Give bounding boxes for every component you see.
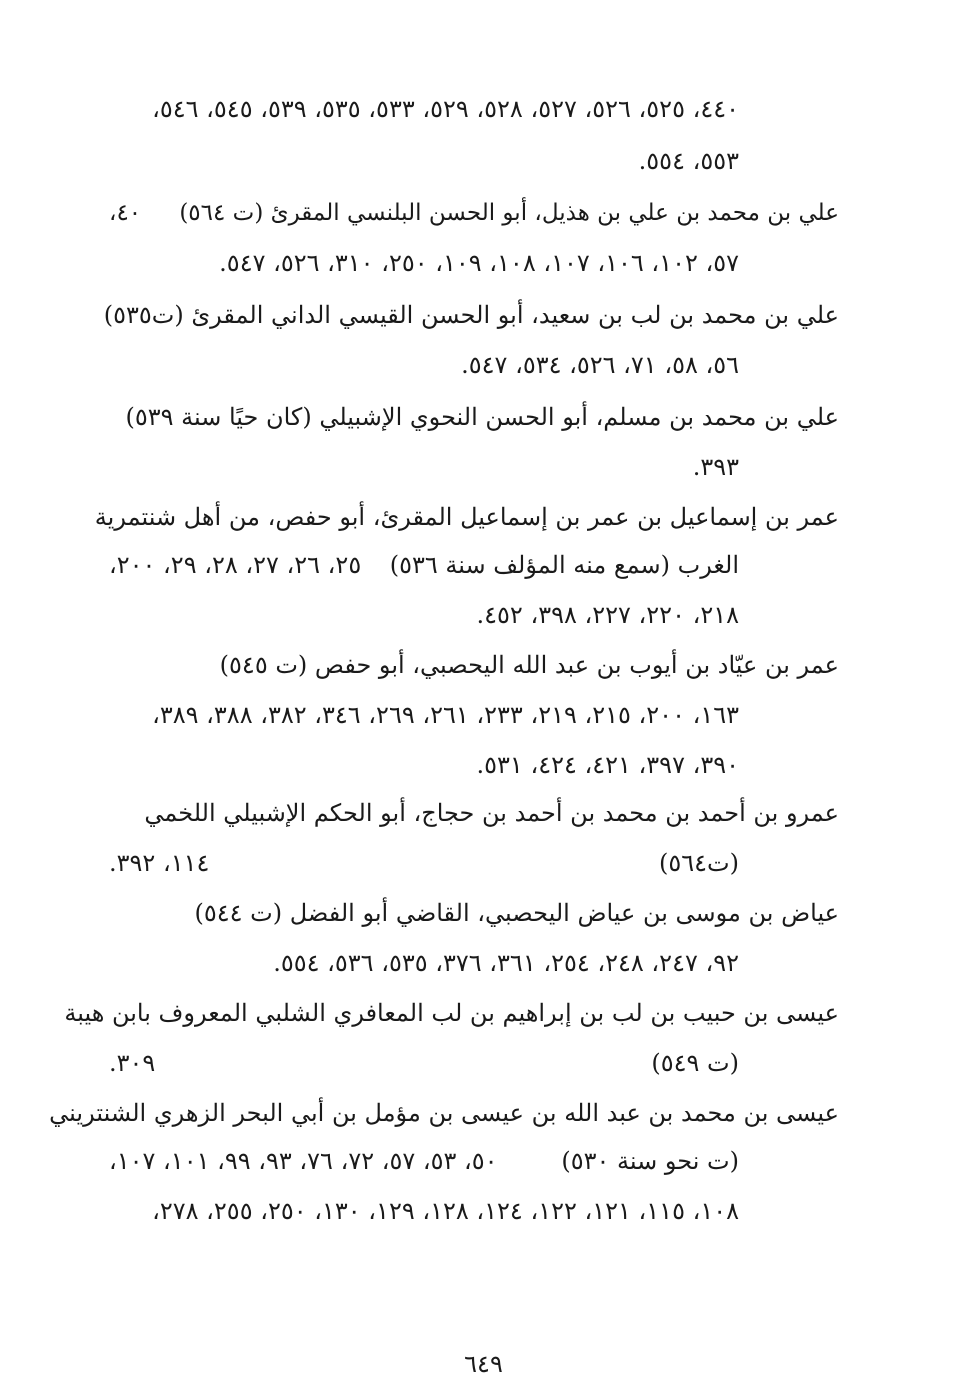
- entry-name-continued: الغرب (سمع منه المؤلف سنة ٥٣٦): [389, 551, 739, 579]
- index-line: [109, 92, 739, 126]
- index-line-text: ١٠٨، ١١٥، ١٢١، ١٢٢، ١٢٤، ١٢٨، ١٢٩، ١٣٠، ٢٥٠، ٢٥٥، ٢٧٨،: [152, 1197, 739, 1225]
- index-line: [109, 450, 739, 484]
- entry-page-refs: ٢٥، ٢٦، ٢٧، ٢٨، ٢٩، ٢٠٠،: [109, 551, 362, 579]
- index-line: [109, 748, 739, 782]
- index-entry-heading: [94, 500, 839, 534]
- index-line-text: ٥٧، ١٠٢، ١٠٦، ١٠٧، ١٠٨، ١٠٩، ٢٥٠، ٣١٠، ٥٢٦، ٥٤٧.: [219, 249, 739, 277]
- index-line-text: ٣٩٣.: [692, 453, 739, 481]
- index-entry-heading: [64, 996, 839, 1030]
- entry-name: علي بن محمد بن لب بن سعيد، أبو الحسن القيسي الداني المقرئ (ت٥٣٥): [103, 301, 839, 329]
- index-line: [109, 144, 739, 178]
- index-line-text: ٥٦، ٥٨، ٧١، ٥٢٦، ٥٣٤، ٥٤٧.: [461, 351, 739, 379]
- entry-page-refs: ٣٠٩.: [109, 1049, 156, 1077]
- entry-name: علي بن محمد بن علي بن هذيل، أبو الحسن البلنسي المقرئ (ت ٥٦٤): [179, 200, 839, 226]
- index-line: [109, 946, 739, 980]
- index-entry-continuation: [109, 1144, 739, 1178]
- index-entry-heading: [109, 796, 839, 830]
- index-entry-heading: [109, 400, 839, 434]
- entry-page-refs: ١١٤، ٣٩٢.: [109, 849, 210, 877]
- index-entry-heading: [109, 196, 839, 230]
- index-entry-heading: [109, 648, 839, 682]
- entry-name: عمر بن إسماعيل بن عمر بن إسماعيل المقرئ، أبو حفص، من أهل شنتمرية: [94, 503, 839, 531]
- entry-page-refs: ٥٠، ٥٣، ٥٧، ٧٢، ٧٦، ٩٣، ٩٩، ١٠١، ١٠٧،: [109, 1147, 498, 1175]
- index-line-text: ١٦٣، ٢٠٠، ٢١٥، ٢١٩، ٢٣٣، ٢٦١، ٢٦٩، ٣٤٦، ٣٨٢، ٣٨٨، ٣٨٩،: [152, 701, 739, 729]
- index-entry-heading: [49, 1096, 839, 1130]
- entry-name: عمرو بن أحمد بن محمد بن أحمد بن حجاج، أبو الحكم الإشبيلي اللخمي: [144, 799, 839, 827]
- entry-death-date: (ت ٥٤٩): [651, 1049, 739, 1077]
- index-line: [109, 598, 739, 632]
- index-line-text: ٤٤٠، ٥٢٥، ٥٢٦، ٥٢٧، ٥٢٨، ٥٢٩، ٥٣٣، ٥٣٥، ٥٣٩، ٥٤٥، ٥٤٦،: [152, 95, 739, 123]
- entry-death-date: (ت نحو سنة ٥٣٠): [561, 1147, 739, 1175]
- entry-death-date: (ت٥٦٤): [658, 849, 739, 877]
- index-line: [109, 698, 739, 732]
- index-line-text: ٥٥٣، ٥٥٤.: [638, 147, 739, 175]
- index-line-text: ٩٢، ٢٤٧، ٢٤٨، ٢٥٤، ٣٦١، ٣٧٦، ٥٣٥، ٥٣٦، ٥٥٤.: [273, 949, 739, 977]
- index-line: [109, 1194, 739, 1228]
- index-entry-heading: [109, 896, 839, 930]
- index-entry-continuation: [109, 1046, 739, 1080]
- entry-name: علي بن محمد بن مسلم، أبو الحسن النحوي الإشبيلي (كان حيًا سنة ٥٣٩): [125, 403, 839, 431]
- entry-name: عمر بن عيّاد بن أيوب بن عبد الله اليحصبي، أبو حفص (ت ٥٤٥): [219, 651, 839, 679]
- entry-name: عيسى بن محمد بن عبد الله بن عيسى بن مؤمل بن أبي البحر الزهري الشنتريني: [49, 1099, 839, 1127]
- index-entry-continuation: [109, 548, 739, 582]
- index-entry-continuation: [109, 846, 739, 880]
- index-line: [109, 246, 739, 280]
- index-line-text: ٢١٨، ٢٢٠، ٢٢٧، ٣٩٨، ٤٥٢.: [476, 601, 739, 629]
- index-entry-heading: [103, 298, 839, 332]
- entry-name: عيسى بن حبيب بن لب بن إبراهيم بن لب المعافري الشلبي المعروف بابن هيبة: [64, 999, 839, 1027]
- index-line: [109, 348, 739, 382]
- index-line-text: ٣٩٠، ٣٩٧، ٤٢١، ٤٢٤، ٥٣١.: [476, 751, 739, 779]
- page-number: ٦٤٩: [464, 1350, 503, 1378]
- entry-name: عياض بن موسى بن عياض اليحصبي، القاضي أبو الفضل (ت ٥٤٤): [194, 899, 839, 927]
- entry-page-refs: ٤٠،: [109, 200, 142, 226]
